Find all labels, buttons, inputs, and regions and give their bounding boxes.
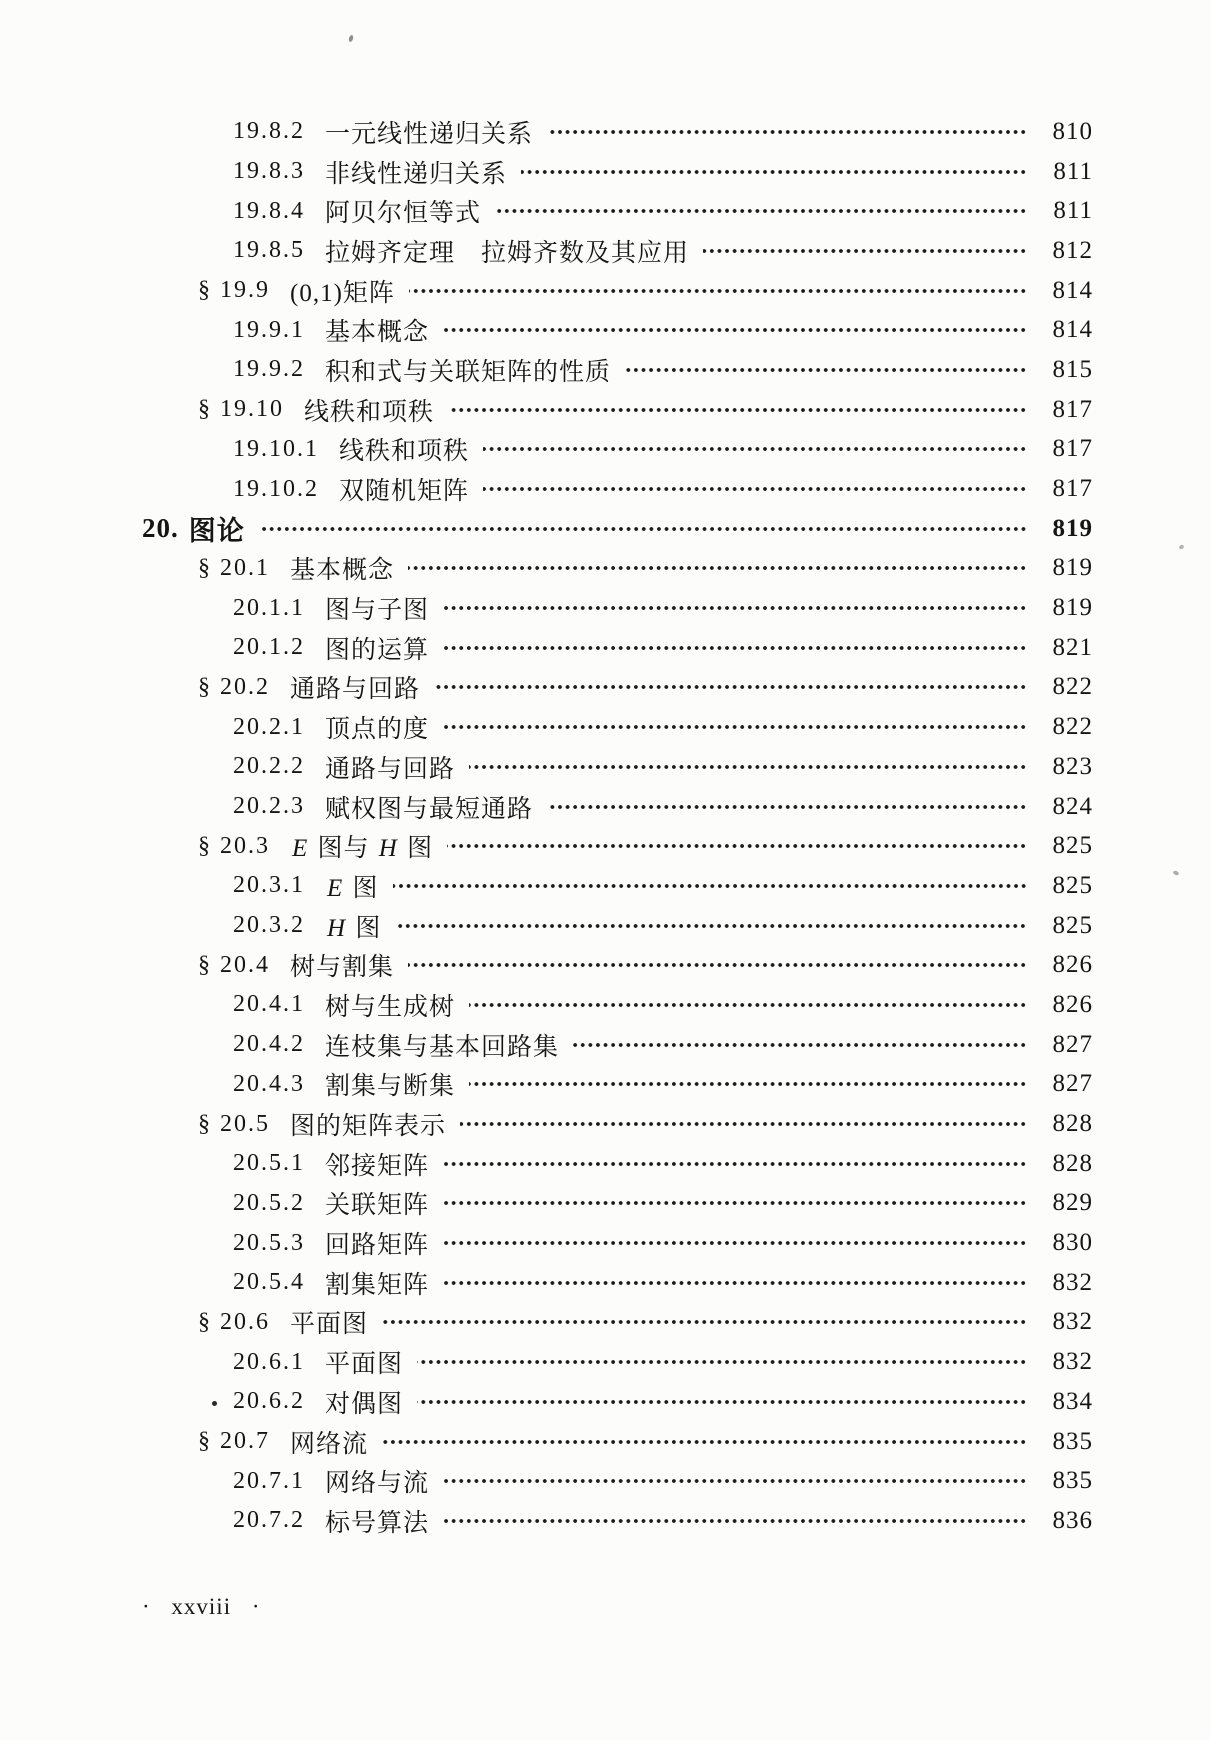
toc-entry-number: 20.5.2 bbox=[233, 1189, 305, 1216]
page-number-footer: · xxviii · bbox=[142, 1594, 261, 1619]
toc-entry bbox=[0, 1382, 1210, 1422]
dot-leader bbox=[448, 390, 1027, 430]
toc-entry-number: 20.2.2 bbox=[233, 753, 305, 780]
toc-entry-title: 通路与回路 bbox=[325, 755, 456, 783]
toc-entry bbox=[0, 469, 1210, 509]
dot-leader bbox=[443, 707, 1027, 747]
toc-entry-page: 812 bbox=[1052, 236, 1093, 264]
toc-entry-title: 图的运算 bbox=[325, 636, 430, 664]
toc-entry-title bbox=[325, 908, 381, 944]
toc-entry-page: 832 bbox=[1052, 1348, 1093, 1376]
toc-entry-number: 19.9.1 bbox=[233, 316, 305, 343]
toc-entry-number: 20.5.3 bbox=[233, 1229, 305, 1256]
dot-leader bbox=[573, 1025, 1027, 1065]
toc-entry-page: 832 bbox=[1052, 1308, 1093, 1336]
toc-entry bbox=[0, 787, 1210, 827]
toc-entry-title: 双随机矩阵 bbox=[339, 478, 470, 506]
toc-entry-title: 图论 bbox=[188, 516, 245, 547]
toc-entry-page: 817 bbox=[1052, 435, 1093, 463]
toc-entry bbox=[0, 1461, 1210, 1501]
toc-entry bbox=[0, 1342, 1210, 1382]
dot-leader bbox=[382, 1303, 1027, 1343]
toc-entry bbox=[0, 668, 1210, 708]
toc-entry-page: 822 bbox=[1052, 713, 1093, 741]
toc-entry bbox=[0, 945, 1210, 985]
dot-leader bbox=[625, 350, 1027, 390]
toc-entry-page: 828 bbox=[1052, 1149, 1093, 1177]
dot-leader bbox=[547, 112, 1027, 152]
stray-ink-dot bbox=[212, 1401, 217, 1406]
dot-leader bbox=[408, 549, 1027, 589]
dot-leader bbox=[447, 826, 1027, 866]
dot-leader bbox=[443, 1184, 1027, 1224]
toc-entry-page: 836 bbox=[1052, 1506, 1093, 1534]
toc-entry bbox=[0, 1501, 1210, 1541]
toc-entry-title: 树与割集 bbox=[290, 954, 395, 982]
toc-entry-number: 19.8.5 bbox=[233, 237, 305, 264]
dot-leader bbox=[443, 628, 1027, 668]
toc-entry bbox=[0, 112, 1210, 152]
toc-entry-page: 819 bbox=[1052, 514, 1093, 542]
dot-leader bbox=[443, 1223, 1027, 1263]
toc-entry-number: 20.2.1 bbox=[233, 713, 305, 740]
toc-entry-title: 积和式与关联矩阵的性质 bbox=[325, 358, 612, 386]
toc-entry-title: 割集与断集 bbox=[325, 1073, 456, 1101]
toc-entry bbox=[0, 1303, 1210, 1343]
dot-leader bbox=[393, 866, 1027, 906]
toc-entry-title: 拉姆齐定理 拉姆齐数及其应用 bbox=[325, 239, 690, 267]
toc-entry-title: 基本概念 bbox=[290, 557, 395, 585]
toc-entry-title: 平面图 bbox=[290, 1311, 369, 1339]
toc-entry-title: 一元线性递归关系 bbox=[325, 120, 534, 148]
toc-entry bbox=[0, 826, 1210, 866]
toc-entry-number: 20.3.1 bbox=[233, 872, 305, 899]
toc-entry bbox=[0, 390, 1210, 430]
toc-entry-title: 平面图 bbox=[325, 1351, 404, 1379]
toc-title-text: 图与 bbox=[310, 835, 377, 863]
toc-entry bbox=[0, 1422, 1210, 1462]
toc-entry-page: 815 bbox=[1052, 355, 1093, 383]
dot-leader bbox=[521, 152, 1027, 192]
toc-entry-title: 连枝集与基本回路集 bbox=[325, 1033, 560, 1061]
toc-entry-page: 817 bbox=[1052, 395, 1093, 423]
toc-entry-title: 割集矩阵 bbox=[325, 1271, 430, 1299]
toc-entry bbox=[0, 191, 1210, 231]
toc-entry-title bbox=[325, 868, 379, 904]
toc-entry-number: 20.5.1 bbox=[233, 1150, 305, 1177]
toc-entry bbox=[0, 628, 1210, 668]
toc-entry-number: 20.1.1 bbox=[233, 594, 305, 621]
toc-title-variable: H bbox=[378, 835, 398, 863]
toc-entry-number: 19.8.4 bbox=[233, 197, 305, 224]
dot-leader bbox=[483, 430, 1027, 470]
dot-leader bbox=[409, 271, 1027, 311]
toc-entry-number: § 19.10 bbox=[198, 396, 284, 423]
dot-leader bbox=[259, 509, 1027, 549]
scan-speck bbox=[348, 35, 354, 43]
toc-entry-page: 821 bbox=[1052, 633, 1093, 661]
toc-entry-title: 网络与流 bbox=[325, 1470, 430, 1498]
toc-entry-page: 827 bbox=[1052, 1030, 1093, 1058]
toc-entry-page: 835 bbox=[1052, 1467, 1093, 1495]
toc-entry bbox=[0, 509, 1210, 549]
toc-entry-title: 阿贝尔恒等式 bbox=[325, 200, 482, 228]
toc-entry-number: 20.5.4 bbox=[233, 1269, 305, 1296]
toc-entry-title: 关联矩阵 bbox=[325, 1192, 430, 1220]
toc-entry-page: 819 bbox=[1052, 554, 1093, 582]
toc-title-text: 图 bbox=[399, 835, 434, 863]
toc-entry-number: 20.2.3 bbox=[233, 793, 305, 820]
toc-entry-number: 19.8.3 bbox=[233, 158, 305, 185]
toc-entry-page: 832 bbox=[1052, 1268, 1093, 1296]
toc-entry-page: 819 bbox=[1052, 594, 1093, 622]
dot-leader bbox=[443, 588, 1027, 628]
toc-entry-page: 822 bbox=[1052, 673, 1093, 701]
toc-entry-number: 20. bbox=[142, 513, 179, 544]
dot-leader bbox=[469, 747, 1027, 787]
dot-leader bbox=[443, 1144, 1027, 1184]
toc-entry-number: 20.6.2 bbox=[233, 1388, 305, 1415]
dot-leader bbox=[443, 1461, 1027, 1501]
toc-entry-title: 顶点的度 bbox=[325, 716, 430, 744]
toc-entry bbox=[0, 707, 1210, 747]
toc-entry-page: 825 bbox=[1052, 832, 1093, 860]
dot-leader bbox=[408, 945, 1027, 985]
toc-entry-title: 网络流 bbox=[290, 1430, 369, 1458]
toc-entry-page: 810 bbox=[1052, 117, 1093, 145]
toc-entry-title: 对偶图 bbox=[325, 1390, 404, 1418]
toc-entry-page: 828 bbox=[1052, 1110, 1093, 1138]
toc-entry-title: 线秩和项秩 bbox=[339, 438, 470, 466]
dot-leader bbox=[434, 668, 1027, 708]
toc-entry-title: 非线性递归关系 bbox=[325, 160, 508, 188]
toc-entry-page: 824 bbox=[1052, 792, 1093, 820]
toc-entry-title: 树与生成树 bbox=[325, 993, 456, 1021]
dot-leader bbox=[382, 1422, 1027, 1462]
toc-entry-number: 20.7.1 bbox=[233, 1467, 305, 1494]
toc-entry-page: 825 bbox=[1052, 871, 1093, 899]
toc-entry-title: 回路矩阵 bbox=[325, 1232, 430, 1260]
dot-leader bbox=[417, 1342, 1027, 1382]
toc-entry-number: 19.8.2 bbox=[233, 118, 305, 145]
toc-entry-number: § 19.9 bbox=[198, 277, 270, 304]
toc-entry bbox=[0, 1223, 1210, 1263]
toc-entry-title bbox=[290, 828, 433, 864]
dot-leader bbox=[703, 231, 1027, 271]
toc-entry-title: 邻接矩阵 bbox=[325, 1152, 430, 1180]
toc-entry-page: 823 bbox=[1052, 752, 1093, 780]
toc-entry-number: § 20.5 bbox=[198, 1110, 270, 1137]
toc-entry bbox=[0, 271, 1210, 311]
toc-entry-title: (0,1)矩阵 bbox=[290, 279, 395, 307]
dot-leader bbox=[495, 191, 1027, 231]
dot-leader bbox=[417, 1382, 1027, 1422]
toc-entry-number: § 20.3 bbox=[198, 832, 270, 859]
toc-entry-number: 19.9.2 bbox=[233, 356, 305, 383]
dot-leader bbox=[395, 906, 1027, 946]
toc-entry-page: 811 bbox=[1053, 197, 1093, 225]
toc-entry bbox=[0, 549, 1210, 589]
toc-entry-title: 图与子图 bbox=[325, 597, 430, 625]
toc-entry-title: 线秩和项秩 bbox=[304, 398, 435, 426]
toc-entry bbox=[0, 430, 1210, 470]
toc-title-variable: H bbox=[327, 914, 347, 942]
toc-entry-title: 标号算法 bbox=[325, 1509, 430, 1537]
toc-entry-number: 20.3.2 bbox=[233, 912, 305, 939]
toc-entry-page: 817 bbox=[1052, 475, 1093, 503]
toc-entry bbox=[0, 866, 1210, 906]
dot-leader bbox=[443, 1263, 1027, 1303]
toc-entry-page: 825 bbox=[1052, 911, 1093, 939]
toc-title-text: 图 bbox=[345, 874, 379, 902]
toc-entry-number: 20.1.2 bbox=[233, 634, 305, 661]
toc-entry-number: 20.4.2 bbox=[233, 1031, 305, 1058]
dot-leader bbox=[443, 310, 1027, 350]
toc-entry bbox=[0, 1263, 1210, 1303]
toc-entry bbox=[0, 985, 1210, 1025]
toc-entry-title: 通路与回路 bbox=[290, 676, 421, 704]
toc-entry-page: 835 bbox=[1052, 1427, 1093, 1455]
toc-entry-page: 811 bbox=[1053, 157, 1093, 185]
dot-leader bbox=[443, 1501, 1027, 1541]
toc-entry-number: § 20.1 bbox=[198, 554, 270, 581]
toc-entry bbox=[0, 588, 1210, 628]
toc-entry bbox=[0, 1065, 1210, 1105]
toc-entry-page: 827 bbox=[1052, 1070, 1093, 1098]
toc-entry-number: 20.6.1 bbox=[233, 1348, 305, 1375]
toc-title-variable: E bbox=[327, 874, 344, 902]
toc-entry-number: § 20.7 bbox=[198, 1428, 270, 1455]
toc-entry-number: 20.4.3 bbox=[233, 1070, 305, 1097]
table-of-contents bbox=[0, 112, 1210, 1541]
toc-entry-title: 基本概念 bbox=[325, 319, 430, 347]
toc-entry-page: 826 bbox=[1052, 990, 1093, 1018]
toc-entry bbox=[0, 906, 1210, 946]
dot-leader bbox=[469, 1065, 1027, 1105]
dot-leader bbox=[469, 985, 1027, 1025]
toc-entry-number: § 20.6 bbox=[198, 1308, 270, 1335]
toc-entry-number: § 20.4 bbox=[198, 951, 270, 978]
toc-entry-number: 20.7.2 bbox=[233, 1507, 305, 1534]
toc-entry bbox=[0, 1025, 1210, 1065]
toc-entry-page: 830 bbox=[1052, 1229, 1093, 1257]
toc-entry bbox=[0, 747, 1210, 787]
toc-entry-number: 19.10.1 bbox=[233, 435, 319, 462]
toc-entry-page: 834 bbox=[1052, 1387, 1093, 1415]
toc-entry-page: 814 bbox=[1052, 276, 1093, 304]
toc-entry-number: 20.4.1 bbox=[233, 991, 305, 1018]
toc-title-variable: E bbox=[292, 835, 309, 863]
dot-leader bbox=[483, 469, 1027, 509]
toc-entry-page: 829 bbox=[1052, 1189, 1093, 1217]
dot-leader bbox=[460, 1104, 1027, 1144]
toc-entry bbox=[0, 1144, 1210, 1184]
toc-entry bbox=[0, 310, 1210, 350]
toc-entry-page: 814 bbox=[1052, 316, 1093, 344]
toc-entry-title: 图的矩阵表示 bbox=[290, 1113, 447, 1141]
toc-entry bbox=[0, 1184, 1210, 1224]
toc-entry-title: 赋权图与最短通路 bbox=[325, 795, 534, 823]
toc-entry bbox=[0, 152, 1210, 192]
toc-entry bbox=[0, 1104, 1210, 1144]
toc-entry-number: 19.10.2 bbox=[233, 475, 319, 502]
toc-entry bbox=[0, 231, 1210, 271]
toc-entry bbox=[0, 350, 1210, 390]
toc-entry-page: 826 bbox=[1052, 951, 1093, 979]
toc-entry-number: § 20.2 bbox=[198, 673, 270, 700]
toc-title-text: 图 bbox=[348, 914, 382, 942]
dot-leader bbox=[547, 787, 1027, 827]
